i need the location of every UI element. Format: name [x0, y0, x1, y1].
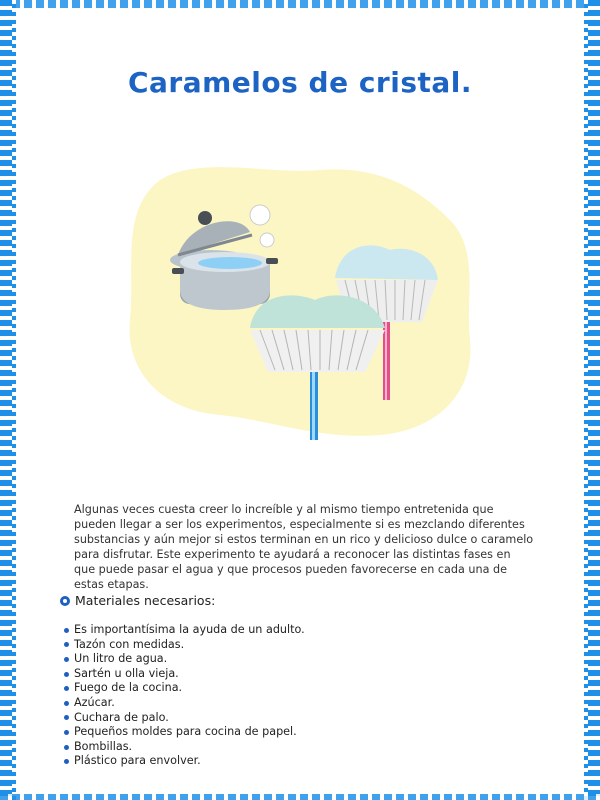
bullet-icon	[64, 628, 69, 633]
list-item	[64, 652, 305, 667]
list-item-text: Cuchara de palo.	[74, 710, 169, 724]
list-item	[64, 623, 305, 638]
page-border-right	[588, 0, 600, 800]
page-border-left	[0, 0, 12, 800]
list-item	[64, 725, 305, 740]
list-item-text: Pequeños moldes para cocina de papel.	[74, 725, 297, 739]
bullet-icon	[64, 642, 69, 647]
page-title: Caramelos de cristal.	[127, 66, 473, 99]
list-item	[64, 740, 305, 755]
bullet-icon	[64, 745, 69, 750]
materials-list	[64, 623, 305, 769]
list-item-text: Sartén u olla vieja.	[74, 666, 179, 680]
materials-heading-text: Materiales necesarios:	[75, 593, 216, 608]
list-item-text: Fuego de la cocina.	[74, 681, 183, 695]
bullet-icon	[64, 657, 69, 662]
list-item	[64, 681, 305, 696]
bullet-icon	[60, 596, 70, 606]
list-item-text: Azúcar.	[74, 695, 115, 709]
bullet-icon	[64, 715, 69, 720]
list-item	[64, 754, 305, 769]
bullet-icon	[64, 730, 69, 735]
bullet-icon	[64, 759, 69, 764]
page-border-top	[0, 0, 600, 8]
list-item-text: Bombillas.	[74, 739, 133, 753]
list-item	[64, 711, 305, 726]
list-item-text: Es importantísima la ayuda de un adulto.	[74, 623, 305, 636]
list-item	[64, 638, 305, 653]
bullet-icon	[64, 672, 69, 677]
page-border-bottom	[0, 794, 600, 800]
bullet-icon	[64, 701, 69, 706]
list-item	[64, 667, 305, 682]
list-item	[64, 696, 305, 711]
intro-paragraph: Algunas veces cuesta creer lo increíble y al mismo tiempo entretenida que pueden llegar a ser los experimentos, especialmente si es mezclando diferentes substancias y aún mejor si estos terminan en un rico y delicioso dulce o caramelo para disfrutar. Este experimento te ayudará a reconocer las distintas fases en que puede pasar el agua y que procesos pueden favorecerse en cada una de estas etapas.	[74, 503, 534, 591]
candy-illustration	[120, 150, 480, 450]
list-item-text: Tazón con medidas.	[74, 637, 185, 651]
bullet-icon	[64, 686, 69, 691]
list-item-text: Plástico para envolver.	[74, 754, 201, 768]
materials-heading	[60, 593, 215, 608]
list-item-text: Un litro de agua.	[74, 652, 168, 666]
